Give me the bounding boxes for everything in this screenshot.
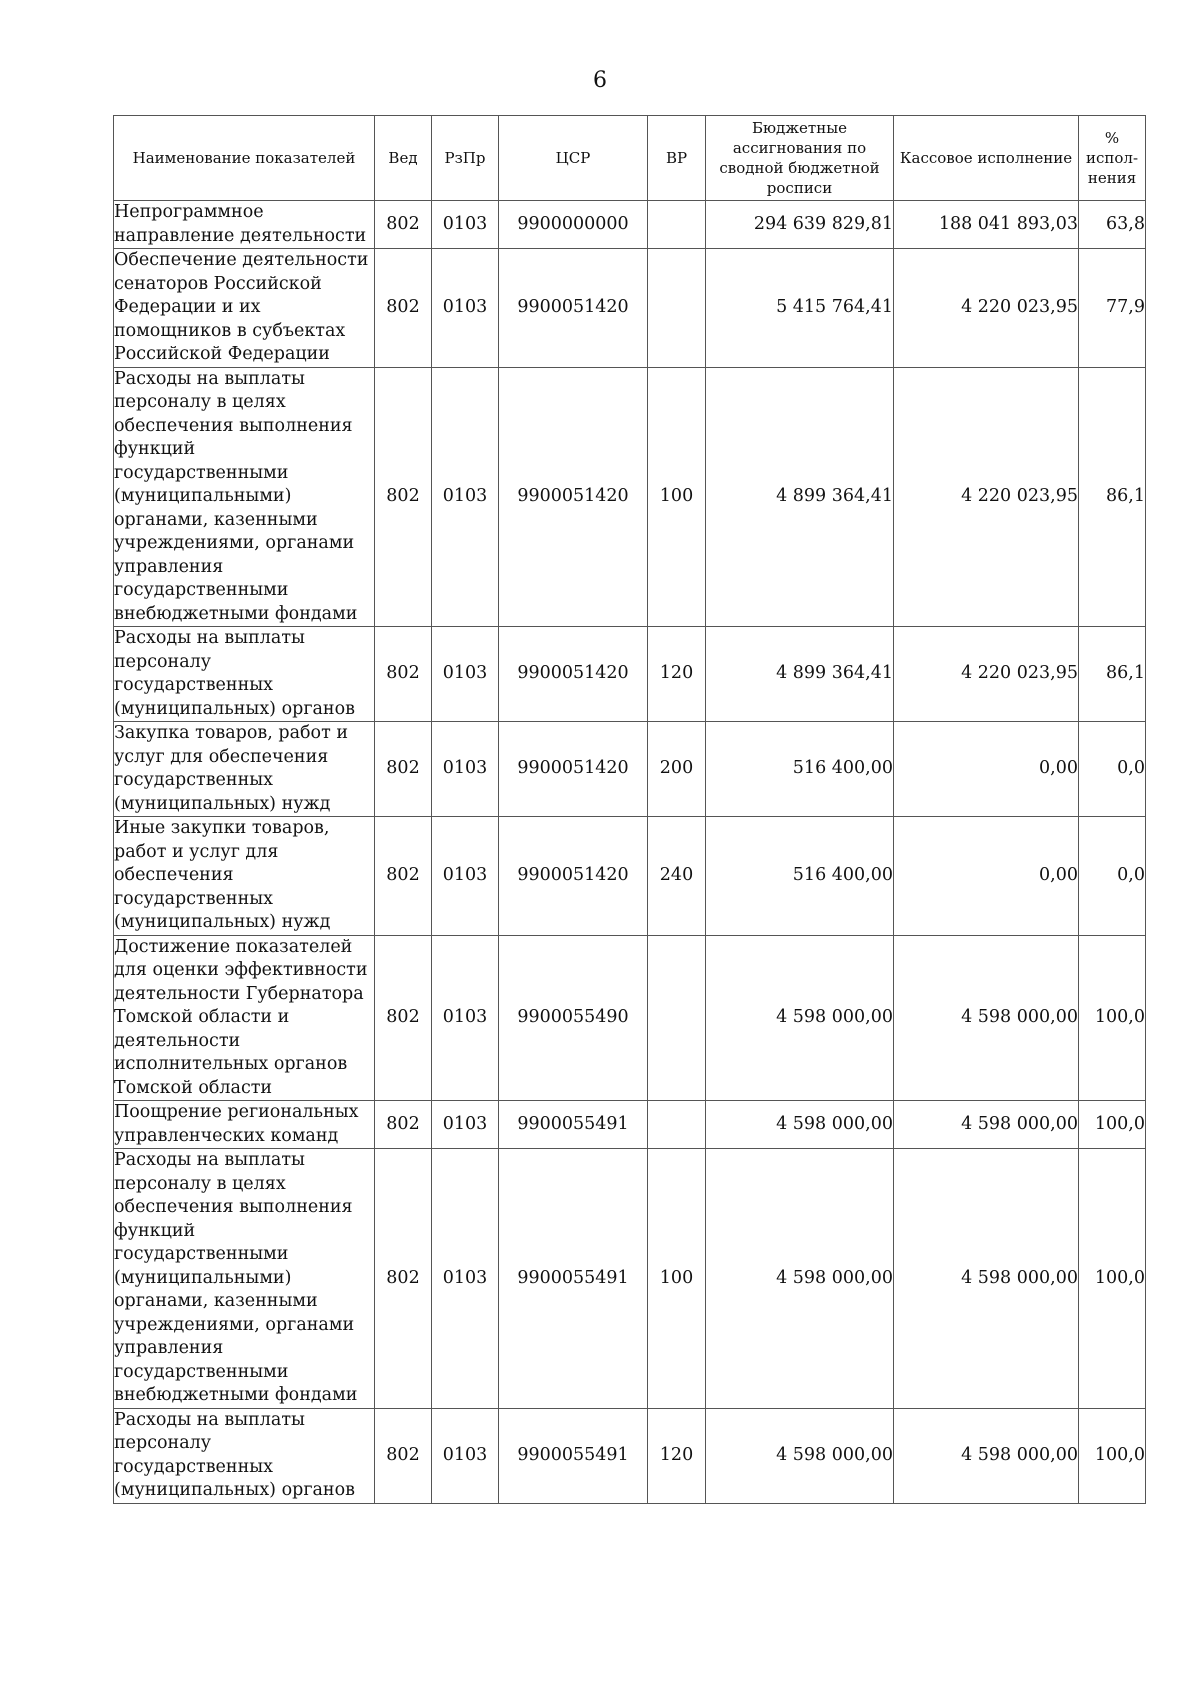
cell-execution: 4 598 000,00 bbox=[894, 935, 1079, 1101]
header-rzpr: РзПр bbox=[432, 116, 499, 201]
cell-csr: 9900055491 bbox=[499, 1101, 648, 1149]
cell-budget: 4 598 000,00 bbox=[706, 935, 894, 1101]
cell-ved: 802 bbox=[375, 627, 432, 722]
table-row bbox=[114, 201, 1146, 249]
cell-rzpr: 0103 bbox=[432, 935, 499, 1101]
cell-vr: 120 bbox=[648, 627, 706, 722]
cell-ved: 802 bbox=[375, 201, 432, 249]
cell-ved: 802 bbox=[375, 1101, 432, 1149]
cell-percent: 77,9 bbox=[1079, 249, 1146, 368]
cell-execution: 4 598 000,00 bbox=[894, 1408, 1079, 1503]
cell-ved: 802 bbox=[375, 1149, 432, 1409]
cell-csr: 9900055491 bbox=[499, 1149, 648, 1409]
cell-rzpr: 0103 bbox=[432, 1408, 499, 1503]
cell-rzpr: 0103 bbox=[432, 1149, 499, 1409]
cell-vr bbox=[648, 201, 706, 249]
cell-execution: 188 041 893,03 bbox=[894, 201, 1079, 249]
cell-name: Обеспечение деятельности сенаторов Российской Федерации и их помощников в субъектах Российской Федерации bbox=[114, 249, 375, 368]
cell-csr: 9900055490 bbox=[499, 935, 648, 1101]
cell-name: Расходы на выплаты персоналу в целях обеспечения выполнения функций государственными (муниципальными) органами, казенными учреждениями, органами управления государственными внебюджетными фондами bbox=[114, 1149, 375, 1409]
cell-ved: 802 bbox=[375, 367, 432, 627]
cell-execution: 0,00 bbox=[894, 817, 1079, 936]
cell-ved: 802 bbox=[375, 935, 432, 1101]
cell-budget: 516 400,00 bbox=[706, 722, 894, 817]
cell-name: Расходы на выплаты персоналу в целях обеспечения выполнения функций государственными (муниципальными) органами, казенными учреждениями, органами управления государственными внебюджетными фондами bbox=[114, 367, 375, 627]
cell-budget: 294 639 829,81 bbox=[706, 201, 894, 249]
cell-rzpr: 0103 bbox=[432, 627, 499, 722]
cell-execution: 4 220 023,95 bbox=[894, 367, 1079, 627]
cell-budget: 4 899 364,41 bbox=[706, 367, 894, 627]
table-row bbox=[114, 935, 1146, 1101]
cell-budget: 516 400,00 bbox=[706, 817, 894, 936]
page-number: 6 bbox=[593, 68, 607, 93]
cell-name: Закупка товаров, работ и услуг для обеспечения государственных (муниципальных) нужд bbox=[114, 722, 375, 817]
cell-percent: 86,1 bbox=[1079, 627, 1146, 722]
cell-ved: 802 bbox=[375, 1408, 432, 1503]
cell-execution: 4 220 023,95 bbox=[894, 627, 1079, 722]
cell-vr: 200 bbox=[648, 722, 706, 817]
cell-rzpr: 0103 bbox=[432, 249, 499, 368]
table-row bbox=[114, 817, 1146, 936]
header-budget: Бюджетные ассигнования по сводной бюджетной росписи bbox=[706, 116, 894, 201]
cell-percent: 100,0 bbox=[1079, 1149, 1146, 1409]
cell-ved: 802 bbox=[375, 722, 432, 817]
cell-csr: 9900000000 bbox=[499, 201, 648, 249]
cell-rzpr: 0103 bbox=[432, 722, 499, 817]
cell-budget: 4 598 000,00 bbox=[706, 1149, 894, 1409]
cell-name: Расходы на выплаты персоналу государственных (муниципальных) органов bbox=[114, 1408, 375, 1503]
header-execution: Кассовое исполнение bbox=[894, 116, 1079, 201]
cell-execution: 4 598 000,00 bbox=[894, 1101, 1079, 1149]
cell-budget: 5 415 764,41 bbox=[706, 249, 894, 368]
cell-csr: 9900051420 bbox=[499, 817, 648, 936]
header-name: Наименование показателей bbox=[114, 116, 375, 201]
cell-vr bbox=[648, 1101, 706, 1149]
cell-execution: 0,00 bbox=[894, 722, 1079, 817]
cell-name: Достижение показателей для оценки эффективности деятельности Губернатора Томской области и деятельности исполнительных органов Томской области bbox=[114, 935, 375, 1101]
cell-ved: 802 bbox=[375, 249, 432, 368]
cell-execution: 4 220 023,95 bbox=[894, 249, 1079, 368]
cell-ved: 802 bbox=[375, 817, 432, 936]
cell-rzpr: 0103 bbox=[432, 201, 499, 249]
table-row bbox=[114, 249, 1146, 368]
cell-vr bbox=[648, 935, 706, 1101]
table-row bbox=[114, 722, 1146, 817]
table-header-row bbox=[114, 116, 1146, 201]
cell-execution: 4 598 000,00 bbox=[894, 1149, 1079, 1409]
cell-percent: 86,1 bbox=[1079, 367, 1146, 627]
cell-rzpr: 0103 bbox=[432, 367, 499, 627]
cell-vr: 240 bbox=[648, 817, 706, 936]
cell-csr: 9900055491 bbox=[499, 1408, 648, 1503]
table-row bbox=[114, 1408, 1146, 1503]
budget-execution-table bbox=[113, 115, 1146, 1504]
cell-percent: 100,0 bbox=[1079, 1408, 1146, 1503]
table-row bbox=[114, 367, 1146, 627]
cell-name: Расходы на выплаты персоналу государственных (муниципальных) органов bbox=[114, 627, 375, 722]
table-row bbox=[114, 1101, 1146, 1149]
table-row bbox=[114, 1149, 1146, 1409]
cell-percent: 100,0 bbox=[1079, 935, 1146, 1101]
cell-percent: 0,0 bbox=[1079, 817, 1146, 936]
cell-vr: 120 bbox=[648, 1408, 706, 1503]
cell-budget: 4 598 000,00 bbox=[706, 1101, 894, 1149]
cell-csr: 9900051420 bbox=[499, 627, 648, 722]
cell-vr bbox=[648, 249, 706, 368]
cell-percent: 100,0 bbox=[1079, 1101, 1146, 1149]
cell-name: Непрограммное направление деятельности bbox=[114, 201, 375, 249]
cell-rzpr: 0103 bbox=[432, 1101, 499, 1149]
header-vr: ВР bbox=[648, 116, 706, 201]
header-csr: ЦСР bbox=[499, 116, 648, 201]
table-row bbox=[114, 627, 1146, 722]
header-percent: % испол-нения bbox=[1079, 116, 1146, 201]
table-body bbox=[114, 201, 1146, 1504]
cell-name: Поощрение региональных управленческих команд bbox=[114, 1101, 375, 1149]
cell-percent: 63,8 bbox=[1079, 201, 1146, 249]
cell-rzpr: 0103 bbox=[432, 817, 499, 936]
cell-budget: 4 899 364,41 bbox=[706, 627, 894, 722]
cell-vr: 100 bbox=[648, 367, 706, 627]
header-ved: Вед bbox=[375, 116, 432, 201]
cell-budget: 4 598 000,00 bbox=[706, 1408, 894, 1503]
cell-csr: 9900051420 bbox=[499, 367, 648, 627]
cell-percent: 0,0 bbox=[1079, 722, 1146, 817]
cell-name: Иные закупки товаров, работ и услуг для обеспечения государственных (муниципальных) нужд bbox=[114, 817, 375, 936]
cell-csr: 9900051420 bbox=[499, 249, 648, 368]
cell-csr: 9900051420 bbox=[499, 722, 648, 817]
cell-vr: 100 bbox=[648, 1149, 706, 1409]
